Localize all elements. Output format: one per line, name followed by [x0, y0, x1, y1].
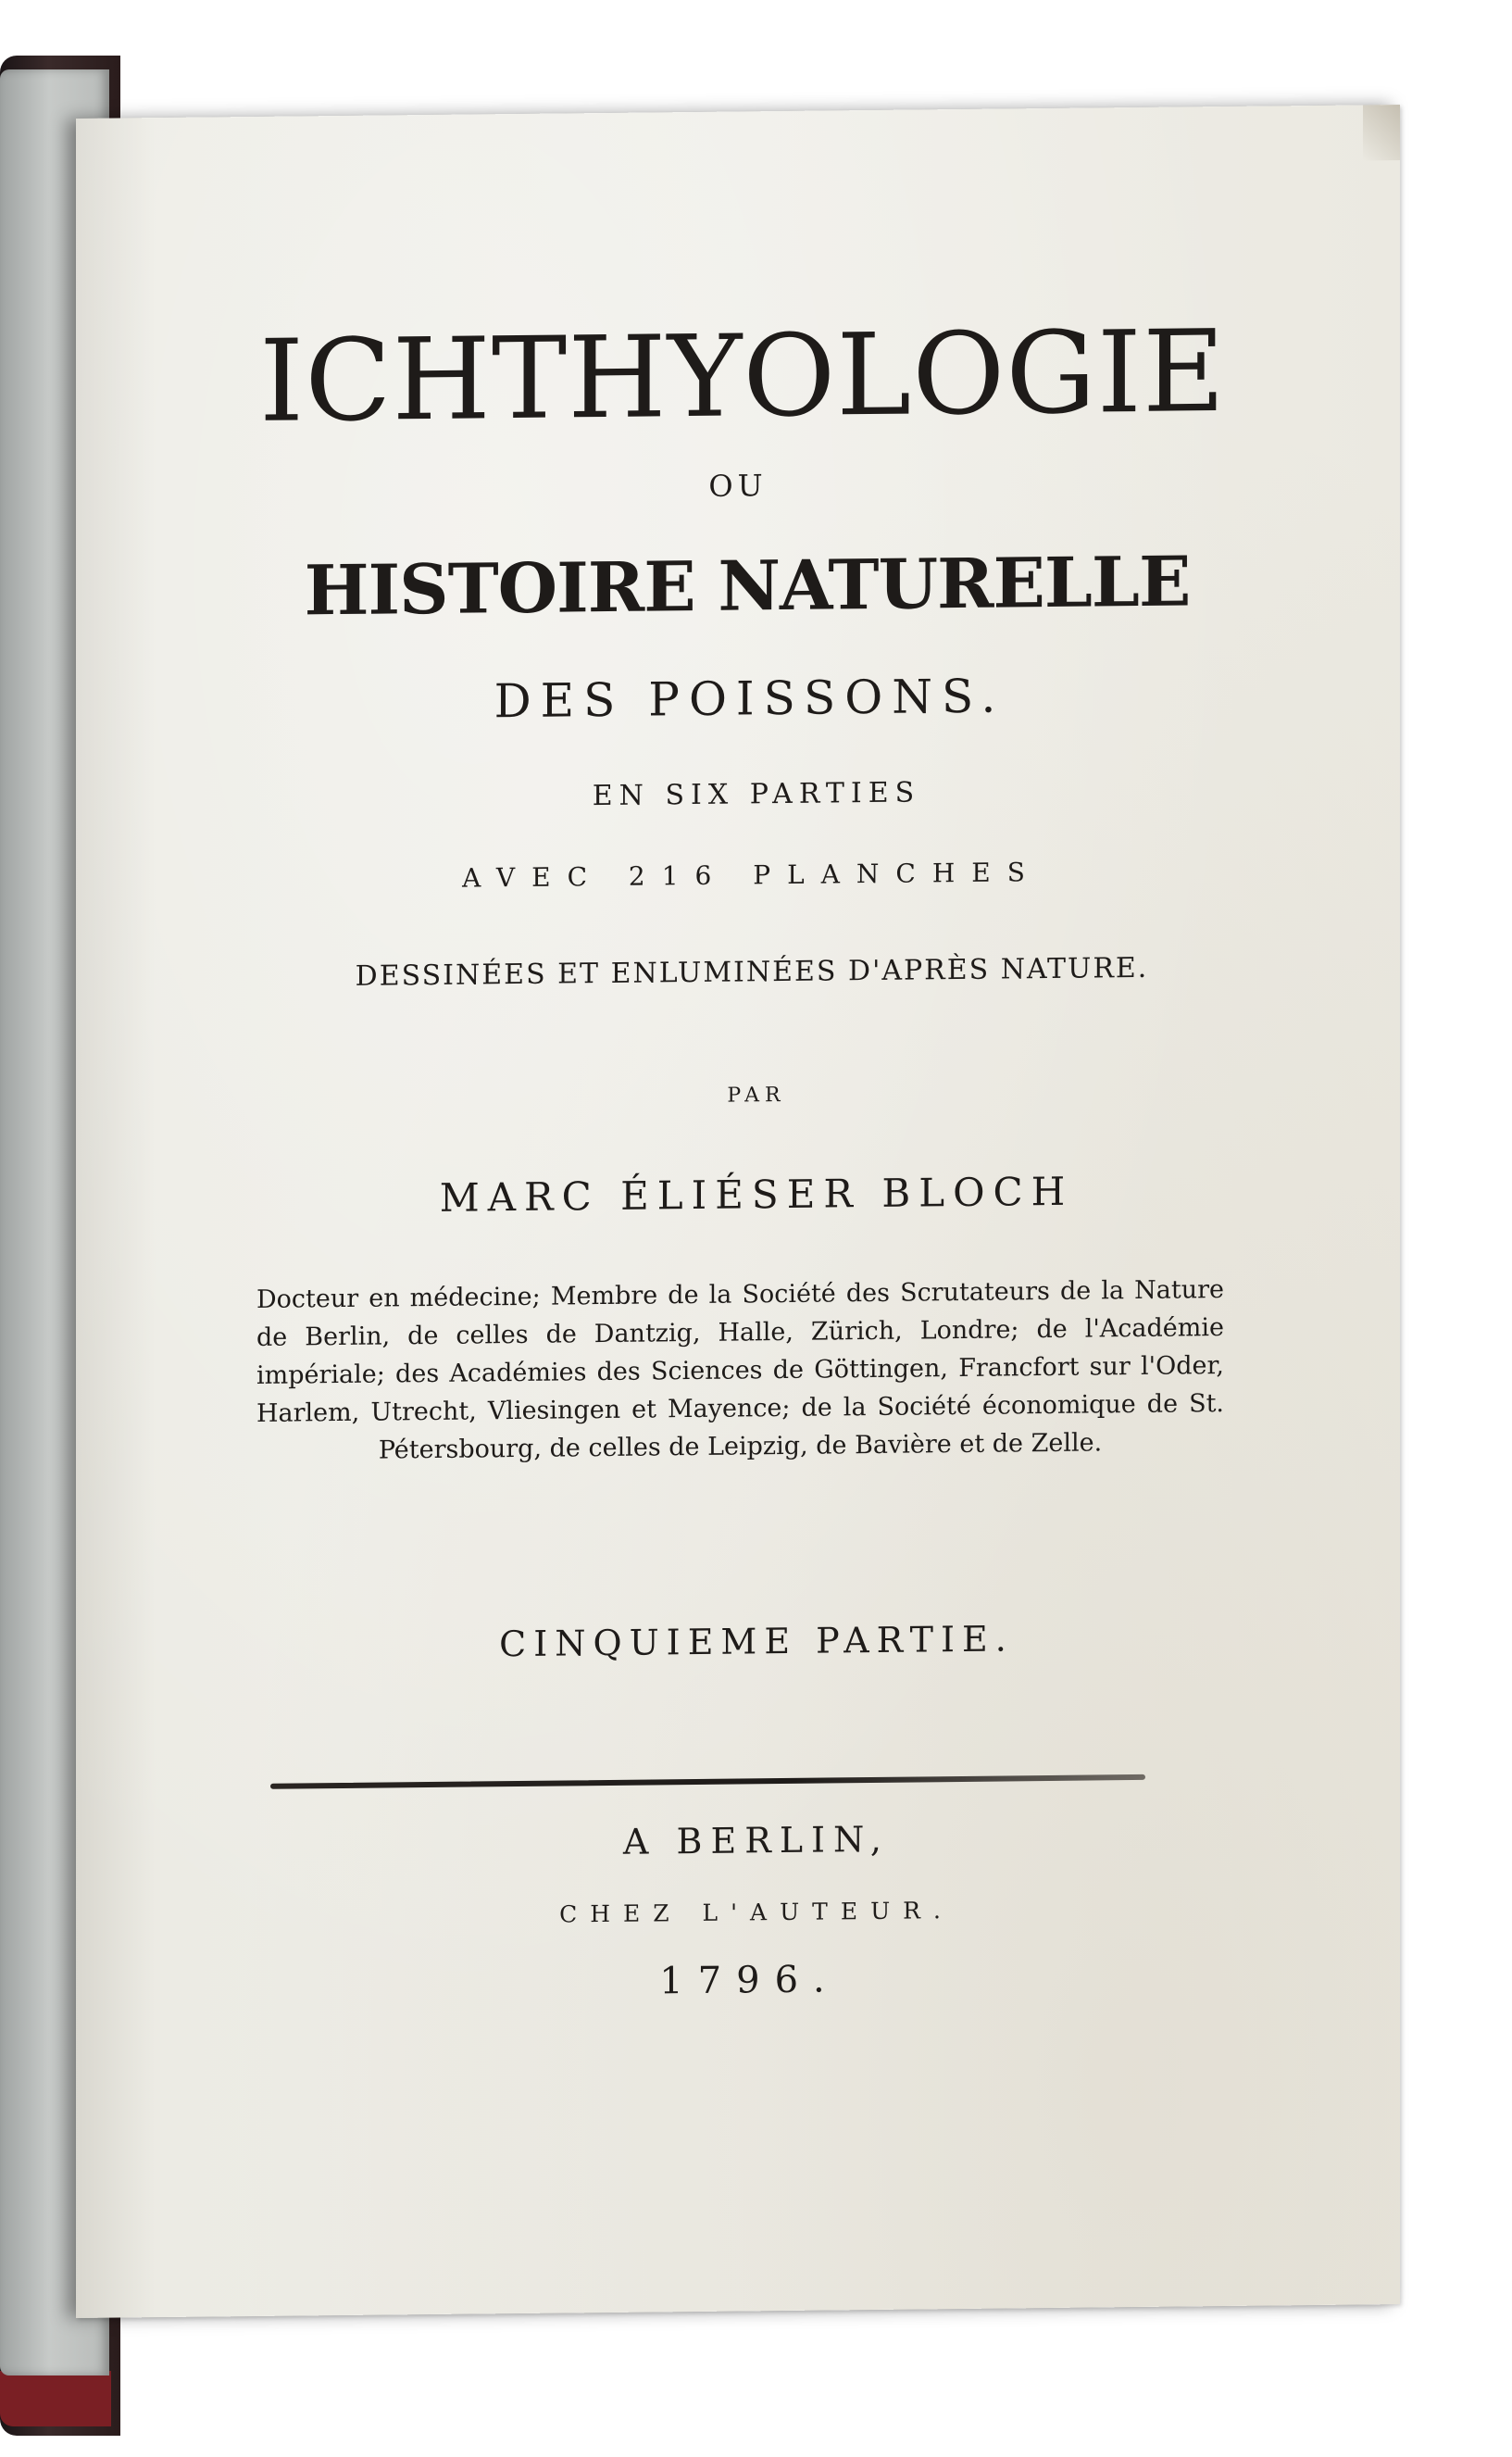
- publisher: CHEZ L'AUTEUR.: [559, 1897, 954, 1928]
- author-credentials: Docteur en médecine; Membre de la Société des Scrutateurs de la Nature de Berlin, de celles de Dantzig, Halle, Zürich, Londre; de l'Académie impériale; des Académies des Sciences de Göttingen, Francfort sur l'Oder, Harlem, Utrecht, Vliesingen et Mayence; de la Société économique de St. Pétersbourg, de celles de Leipzig, de Bavière et de Zelle.: [256, 1275, 1224, 1465]
- title-page: [76, 105, 1400, 2318]
- binding-red-edge: [0, 2371, 111, 2426]
- publication-place: A BERLIN,: [623, 1818, 890, 1862]
- author-name: MARC ÉLIÉSER BLOCH: [439, 1168, 1074, 1221]
- page-corner-wear: [1363, 105, 1400, 160]
- horizontal-rule: [270, 1774, 1145, 1789]
- subtitle: HISTOIRE NATURELLE: [304, 542, 1191, 632]
- main-title: ICHTHYOLOGIE: [259, 305, 1226, 447]
- conjunction: OU: [708, 468, 768, 504]
- parts-line: EN SIX PARTIES: [592, 776, 921, 813]
- plates-line: AVEC 216 PLANCHES: [462, 857, 1042, 894]
- by-line: PAR: [727, 1083, 786, 1108]
- volume-title: CINQUIEME PARTIE.: [499, 1618, 1014, 1665]
- publication-year: 1796.: [659, 1958, 840, 2003]
- illustration-note: DESSINÉES ET ENLUMINÉES D'APRÈS NATURE.: [355, 951, 1149, 993]
- subject: DES POISSONS.: [494, 669, 1006, 729]
- title-page-content: [76, 105, 1400, 2318]
